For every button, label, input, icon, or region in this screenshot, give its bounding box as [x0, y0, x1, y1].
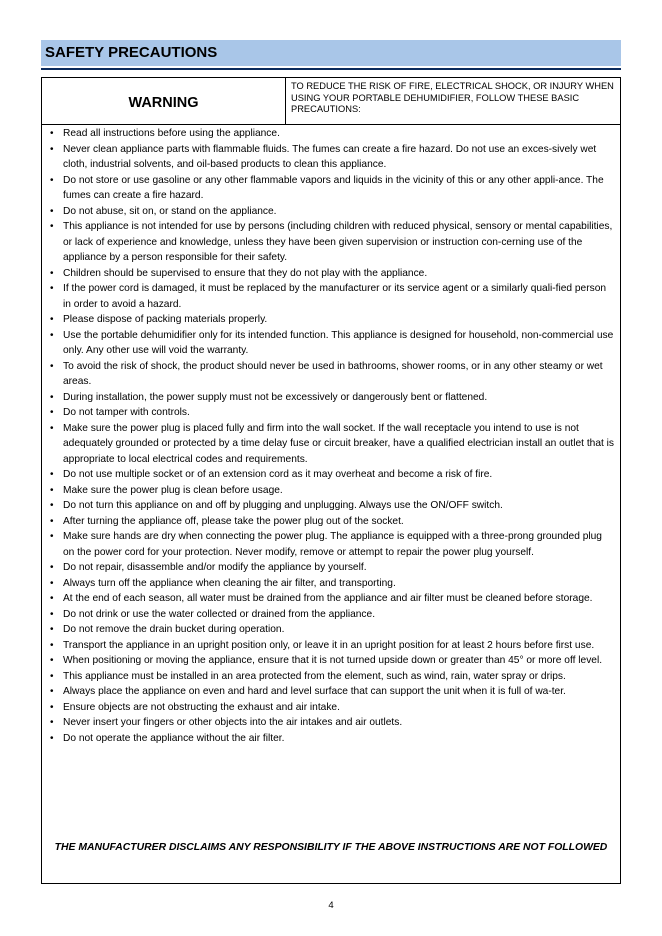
precaution-item: • Do not use multiple socket or of an extension cord as it may overheat and become a risk of fire. — [48, 467, 616, 483]
disclaimer: THE MANUFACTURER DISCLAIMS ANY RESPONSIBILITY IF THE ABOVE INSTRUCTIONS ARE NOT FOLLOWED — [54, 842, 608, 853]
precaution-item: • Never insert your fingers or other objects into the air intakes and air outlets. — [48, 715, 616, 731]
precaution-item: • Do not store or use gasoline or any other flammable vapors and liquids in the vicinity of this or any other appli-ance. The fumes can create a fire hazard. — [48, 173, 616, 204]
precaution-item: • After turning the appliance off, please take the power plug out of the socket. — [48, 514, 616, 530]
precaution-item: • To avoid the risk of shock, the product should never be used in bathrooms, shower rooms, or in any other steamy or wet areas. — [48, 359, 616, 390]
precaution-item: • Never clean appliance parts with flammable fluids. The fumes can create a fire hazard. Do not use an exces-sively wet cloth, industrial solvents, and oil-based products to clean this appliance. — [48, 142, 616, 173]
section-header — [41, 40, 621, 66]
precaution-item: • Always place the appliance on even and hard and level surface that can support the unit when it is full of wa-ter. — [48, 684, 616, 700]
precaution-item: • Use the portable dehumidifier only for its intended function. This appliance is designed for household, non-commercial use only. Any other use will void the warranty. — [48, 328, 616, 359]
warning-label-cell — [42, 78, 286, 124]
precautions-list — [48, 126, 616, 746]
precaution-item: • When positioning or moving the appliance, ensure that it is not turned upside down or greater than 45° or more off level. — [48, 653, 616, 669]
section-title: SAFETY PRECAUTIONS — [45, 44, 218, 61]
precaution-item: • Do not tamper with controls. — [48, 405, 616, 421]
precaution-item: • Do not operate the appliance without the air filter. — [48, 731, 616, 747]
warning-label: WARNING — [128, 94, 199, 111]
precaution-item: • At the end of each season, all water must be drained from the appliance and air filter must be cleaned before storage. — [48, 591, 616, 607]
header-divider — [41, 68, 621, 70]
precautions-box — [41, 77, 621, 884]
precaution-item: • Transport the appliance in an upright position only, or leave it in an upright position for at least 2 hours before first use. — [48, 638, 616, 654]
precaution-item: • Do not abuse, sit on, or stand on the appliance. — [48, 204, 616, 220]
precaution-item: • Do not turn this appliance on and off by plugging and unplugging. Always use the ON/OFF switch. — [48, 498, 616, 514]
precaution-item: • Children should be supervised to ensure that they do not play with the appliance. — [48, 266, 616, 282]
precaution-item: • Make sure hands are dry when connecting the power plug. The appliance is equipped with a three-prong grounded plug on the power cord for your protection. Never modify, remove or attempt to repair the power plug yourself. — [48, 529, 616, 560]
precaution-item: • Read all instructions before using the appliance. — [48, 126, 616, 142]
precaution-item: • Do not drink or use the water collected or drained from the appliance. — [48, 607, 616, 623]
precaution-item: • Make sure the power plug is placed fully and firm into the wall socket. If the wall receptacle you intend to use is not adequately grounded or protected by a time delay fuse or circuit breaker, have a qualified electrician install an outlet that is appropriate to local electrical codes and requirements. — [48, 421, 616, 468]
precaution-item: • Do not remove the drain bucket during operation. — [48, 622, 616, 638]
precaution-item: • Ensure objects are not obstructing the exhaust and air intake. — [48, 700, 616, 716]
precaution-item: • Please dispose of packing materials properly. — [48, 312, 616, 328]
warning-row — [42, 78, 620, 125]
warning-text: TO REDUCE THE RISK OF FIRE, ELECTRICAL SHOCK, OR INJURY WHEN USING YOUR PORTABLE DEHUMIDIFIER, FOLLOW THESE BASIC PRECAUTIONS: — [291, 81, 614, 114]
page-number: 4 — [328, 900, 334, 911]
precaution-item: • Make sure the power plug is clean before usage. — [48, 483, 616, 499]
precaution-item: • If the power cord is damaged, it must be replaced by the manufacturer or its service agent or a similarly quali-fied person in order to avoid a hazard. — [48, 281, 616, 312]
precaution-item: • Always turn off the appliance when cleaning the air filter, and transporting. — [48, 576, 616, 592]
precaution-item: • During installation, the power supply must not be excessively or dangerously bent or flattened. — [48, 390, 616, 406]
precaution-item: • Do not repair, disassemble and/or modify the appliance by yourself. — [48, 560, 616, 576]
precaution-item: • This appliance is not intended for use by persons (including children with reduced physical, sensory or mental capabilities, or lack of experience and knowledge, unless they have been given supervision or instruction con-cerning use of the appliance by a person responsible for their safety. — [48, 219, 616, 266]
precaution-item: • This appliance must be installed in an area protected from the element, such as wind, rain, water spray or drips. — [48, 669, 616, 685]
